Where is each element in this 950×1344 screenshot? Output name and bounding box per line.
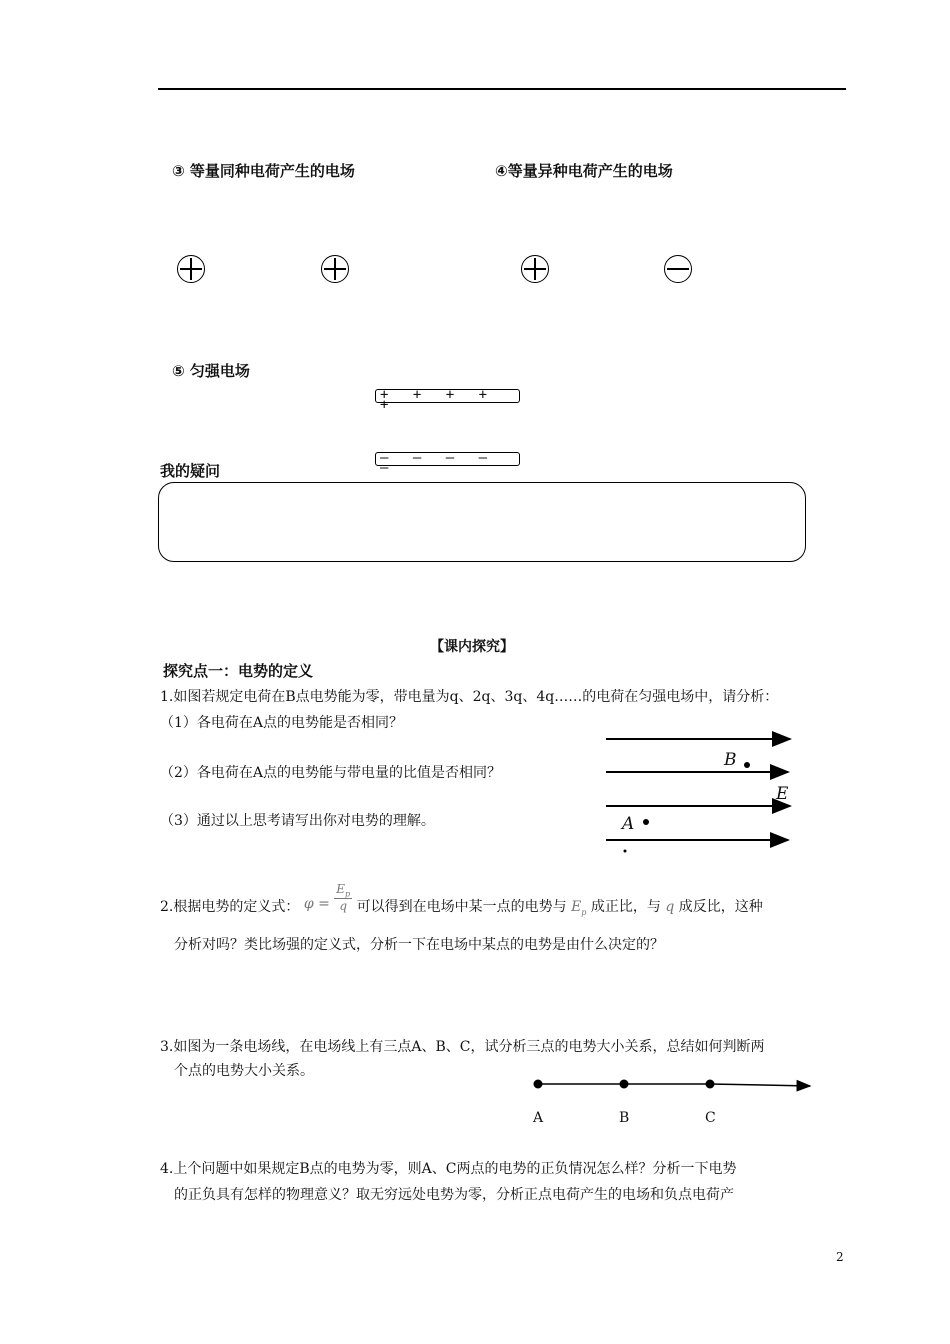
point-label-a: A bbox=[533, 1110, 544, 1126]
header-rule bbox=[158, 88, 846, 90]
point-label-c: C bbox=[705, 1110, 716, 1126]
question-1: 1.如图若规定电荷在B点电势能为零，带电量为q、2q、3q、4q……的电荷在匀强电场中，请分析： bbox=[160, 689, 779, 705]
question-4-line2: 的正负具有怎样的物理意义？取无穷远处电势为零，分析正点电荷产生的电场和负点电荷产 bbox=[174, 1187, 734, 1203]
question-heading: 我的疑问 bbox=[160, 462, 221, 480]
question-1-1: （1）各电荷在A点的电势能是否相同？ bbox=[160, 715, 404, 731]
negative-plate: — — — — — bbox=[375, 452, 520, 466]
field-line-figure bbox=[530, 1075, 820, 1095]
page-number: 2 bbox=[836, 1250, 844, 1264]
positive-charge-icon bbox=[521, 255, 549, 283]
question-1-2: （2）各电荷在A点的电势能与带电量的比值是否相同？ bbox=[160, 765, 502, 781]
figure-label-a: A bbox=[622, 814, 635, 834]
positive-plate: + + + + + bbox=[375, 389, 520, 403]
question-2-line2: 分析对吗？类比场强的定义式，分析一下在电场中某点的电势是由什么决定的？ bbox=[174, 937, 664, 953]
formula: φ = $\frac{E_p}{q}$ bbox=[303, 882, 351, 914]
point-label-b: B bbox=[619, 1110, 630, 1126]
same-charge-title: ③ 等量同种电荷产生的电场 bbox=[172, 162, 355, 180]
positive-charge-icon bbox=[321, 255, 349, 283]
question-3-line1: 3.如图为一条电场线，在电场线上有三点A、B、C，试分析三点的电势大小关系，总结如何判断两 bbox=[160, 1039, 765, 1055]
opposite-charge-title: ④等量异种电荷产生的电场 bbox=[495, 162, 673, 180]
explore-point-title: 探究点一：电势的定义 bbox=[163, 662, 314, 680]
uniform-field-figure bbox=[600, 728, 800, 853]
question-3-line2: 个点的电势大小关系。 bbox=[174, 1063, 314, 1079]
question-2: 2.根据电势的定义式： φ = $\frac{E_p}{q}$ 可以得到在电场中某一点的电势与 $E_p$ 成正比，与 q 成反比，这种 bbox=[160, 882, 763, 917]
question-1-3: （3）通过以上思考请写出你对电势的理解。 bbox=[160, 813, 435, 829]
figure-label-e: E bbox=[776, 784, 789, 804]
question-4-line1: 4.上个问题中如果规定B点的电势为零，则A、C两点的电势的正负情况怎么样？分析一下电势 bbox=[160, 1161, 737, 1177]
uniform-field-title: ⑤ 匀强电场 bbox=[172, 362, 250, 380]
figure-label-b: B bbox=[724, 750, 737, 770]
question-box[interactable] bbox=[158, 482, 806, 562]
section-heading: 【课内探究】 bbox=[430, 639, 514, 655]
positive-charge-icon bbox=[177, 255, 205, 283]
negative-charge-icon bbox=[664, 255, 692, 283]
